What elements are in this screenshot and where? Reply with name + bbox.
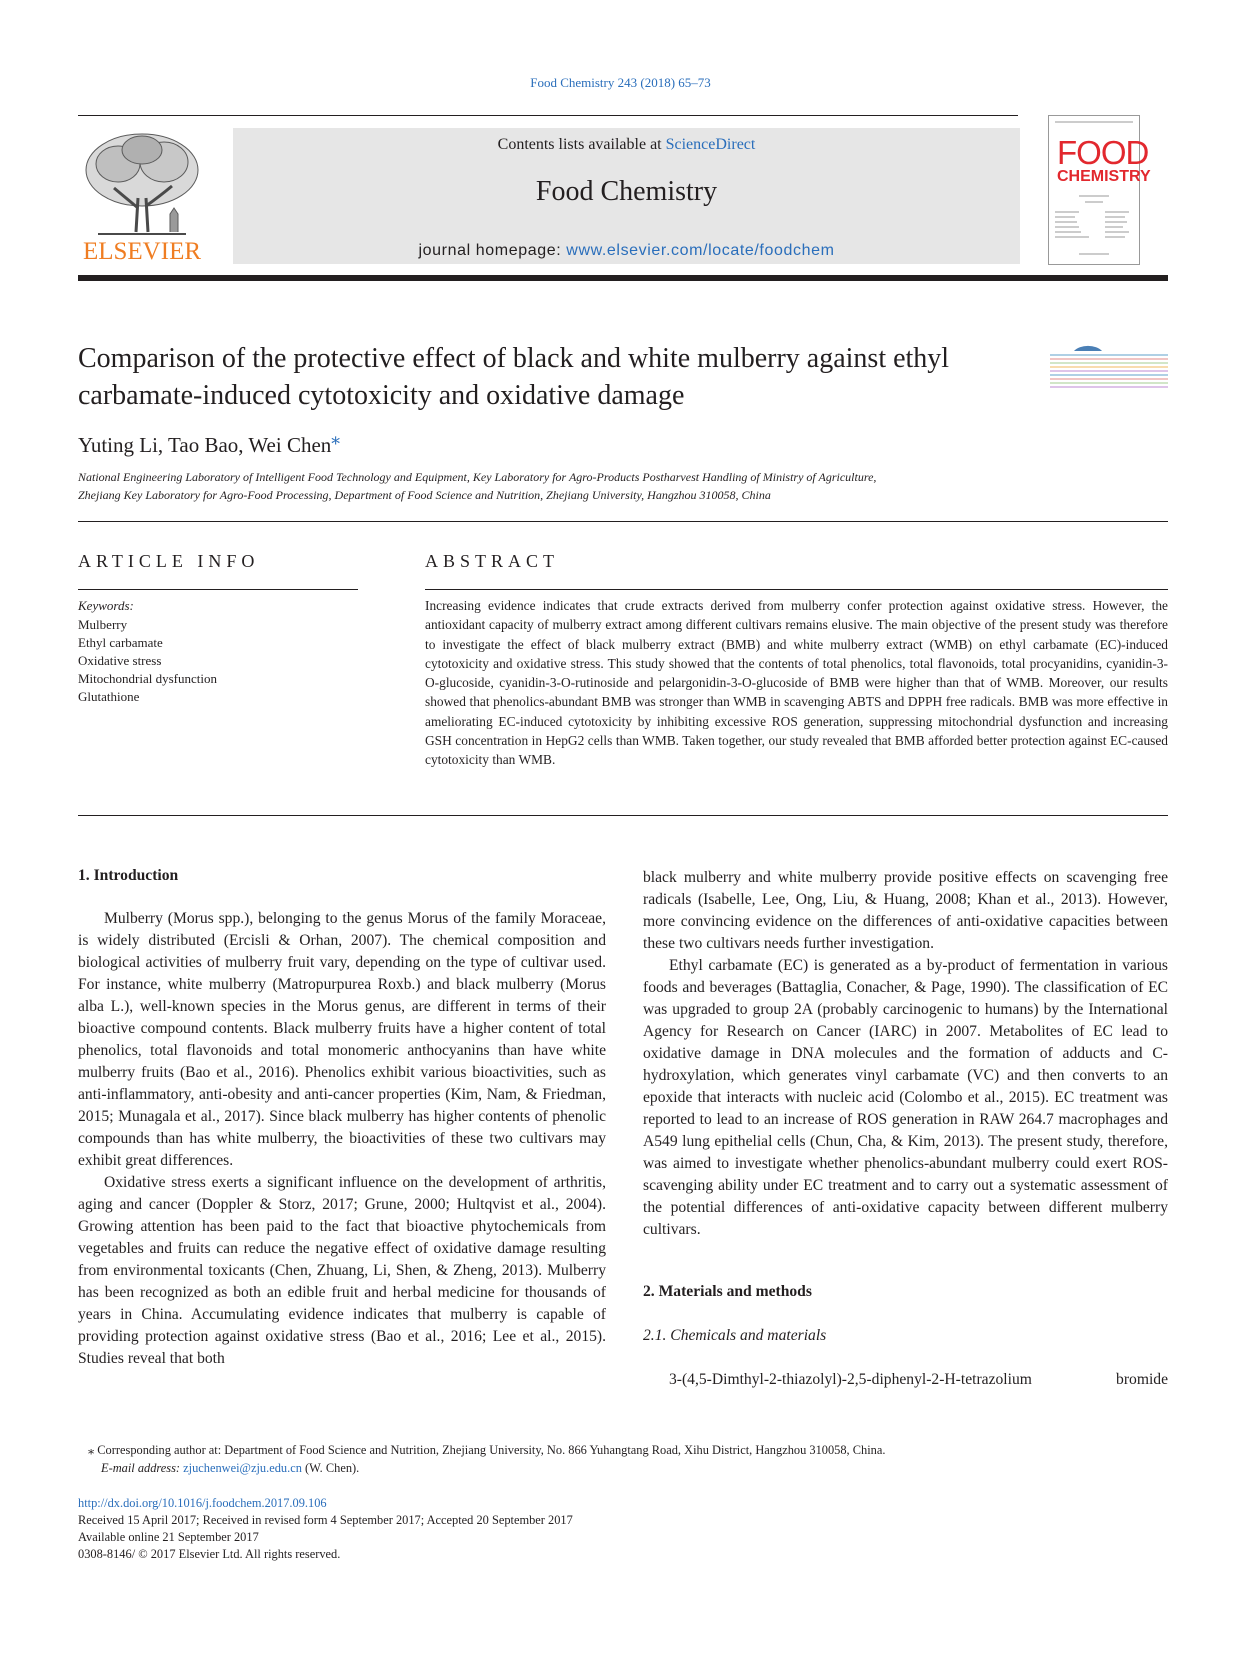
section-heading-materials: 2. Materials and methods: [643, 1283, 812, 1300]
header-thick-rule: [78, 275, 1168, 281]
article-info-heading: ARTICLE INFO: [78, 551, 260, 571]
doi-link[interactable]: http://dx.doi.org/10.1016/j.foodchem.2017.09.106: [78, 1496, 327, 1510]
elsevier-wordmark: ELSEVIER: [82, 238, 202, 265]
subsection-heading-chemicals: 2.1. Chemicals and materials: [643, 1327, 827, 1344]
article-title: Comparison of the protective effect of black and white mulberry against ethyl carbamate-induced cytotoxicity and oxidative damage: [78, 343, 950, 411]
body-paragraph: Mulberry (Morus spp.), belonging to the genus Morus of the family Moraceae, is widely distributed (Ercisli & Orhan, 2007). The chemical composition and biological activities of mulberry fruit vary, depending on the type of cultivar used. For instance, white mulberry (Matropurpurea Roxb.) and black mulberry (Morus alba L.), well-known species in the Morus genus, are different in terms of their bioactive compound contents. Black mulberry fruits have a higher content of total phenolics, total flavonoids and total monomeric anthocyanins than have white mulberry fruits (Bao et al., 2016). Phenolics exhibit various bioactivities, such as anti-inflammatory, anti-obesity and anti-cancer properties (Kim, Nam, & Friedman, 2015; Munagala et al., 2017). Since black mulberry has higher contents of phenolic compounds than has white mulberry, the bioactivities of these two cultivars may exhibit great differences.: [78, 910, 606, 1169]
chemical-name: 3-(4,5-Dimthyl-2-thiazolyl)-2,5-diphenyl-2-H-tetrazolium: [669, 1371, 1032, 1388]
abstract-heading: ABSTRACT: [425, 551, 560, 571]
affiliation: [78, 468, 1078, 504]
keywords-list: [78, 616, 217, 706]
abstract-text: Increasing evidence indicates that crude extracts derived from mulberry confer protection against oxidative stress. However, the antioxidant capacity of mulberry extract among different cultivars remains elusive. The main objective of the present study was therefore to investigate the effect of black mulberry extract (BMB) and white mulberry extract (WMB) on ethyl carbamate (EC)-induced cytotoxicity and oxidative stress. This study showed that the contents of total phenolics, total flavonoids, total procyanidins, cyanidin-3-O-glucoside, cyanidin-3-O-rutinoside and pelargonidin-3-O-glucoside of BMB were higher than that of WMB. Moreover, our results showed that phenolics-abundant BMB was stronger than WMB in scavenging ABTS and DPPH free radicals. BMB was more effective in ameliorating EC-induced cytotoxicity by inhibiting excessive ROS generation, suppressing mitochondrial dysfunction and increasing GSH concentration in HepG2 cells than WMB. Taken together, our study revealed that BMB afforded better protection against EC-caused cytotoxicity than WMB.: [425, 598, 1168, 768]
email-footnote: [101, 1461, 359, 1476]
contents-prefix: Contents lists available at: [497, 136, 666, 153]
author-list: [78, 428, 340, 458]
corresponding-author-mark[interactable]: ⁎: [331, 428, 341, 448]
journal-cover-thumbnail[interactable]: [1048, 115, 1151, 265]
check-for-updates-icon[interactable]: [1048, 345, 1170, 395]
elsevier-tree-icon: [78, 128, 206, 240]
keyword-item: Glutathione: [78, 689, 140, 704]
homepage-link[interactable]: www.elsevier.com/locate/foodchem: [566, 242, 835, 259]
sciencedirect-link[interactable]: ScienceDirect: [665, 136, 756, 153]
homepage-prefix: journal homepage:: [418, 242, 567, 259]
email-suffix: (W. Chen).: [301, 1461, 360, 1475]
body-paragraph: Ethyl carbamate (EC) is generated as a by-product of fermentation in various foods and beverages (Battaglia, Conacher, & Page, 1990). The classification of EC was upgraded to group 2A (probably carcinogenic to humans) by the International Agency for Research on Cancer (IARC) in 2007. Metabolites of EC lead to oxidative damage in DNA molecules and the formation of adducts and C-hydroxylation, which generates vinyl carbamate (VC) and then converts to an epoxide that interacts with nucleic acid (Colombo et al., 2015). EC treatment was reported to lead to an increase of ROS generation in RAW 264.7 macrophages and A549 lung epithelial cells (Chun, Cha, & Kim, 2013). The present study, therefore, was aimed to investigate whether phenolics-abundant mulberry could exert ROS-scavenging ability under EC treatment and to carry out a systematic assessment of the potential differences of anti-oxidative capacity between different mulberry cultivars.: [643, 957, 1168, 1238]
affiliation-line: Zhejiang Key Laboratory for Agro-Food Processing, Department of Food Science and Nutrition, Zhejiang University, Hangzhou 310058, China: [78, 488, 771, 502]
article-info-rule: [78, 589, 358, 590]
elsevier-logo[interactable]: [78, 128, 206, 268]
keyword-item: Oxidative stress: [78, 653, 162, 668]
affiliation-line: National Engineering Laboratory of Intelligent Food Technology and Equipment, Key Laboratory for Agro-Products Postharvest Handling of Ministry of Agriculture,: [78, 470, 877, 484]
body-column-right: [643, 867, 1168, 1241]
cover-title-chemistry: CHEMISTRY: [1057, 168, 1151, 185]
section-rule: [78, 815, 1168, 816]
contents-line: [233, 136, 1020, 154]
copyright-notice: 0308-8146/ © 2017 Elsevier Ltd. All rights reserved.: [78, 1547, 341, 1561]
received-dates: Received 15 April 2017; Received in revised form 4 September 2017; Accepted 20 September 2017: [78, 1513, 573, 1527]
journal-title: Food Chemistry: [535, 176, 718, 207]
email-label: E-mail address:: [101, 1461, 184, 1475]
keyword-item: Mitochondrial dysfunction: [78, 671, 218, 686]
header-rule: [78, 115, 1018, 116]
section-heading-introduction: 1. Introduction: [78, 867, 179, 884]
email-link[interactable]: zjuchenwei@zju.edu.cn: [183, 1461, 302, 1475]
journal-citation-link[interactable]: Food Chemistry 243 (2018) 65–73: [530, 75, 711, 90]
abstract-rule: [425, 589, 1168, 590]
body-paragraph: black mulberry and white mulberry provide positive effects on scavenging free radicals (Isabelle, Lee, Ong, Liu, & Huang, 2008; Khan et al., 2013). However, more convincing evidence on the differences of anti-oxidative capacities between these two cultivars needs further investigation.: [643, 869, 1168, 952]
section-rule: [78, 521, 1168, 522]
keywords-label: Keywords:: [78, 598, 134, 613]
authors-names: Yuting Li, Tao Bao, Wei Chen: [78, 433, 332, 457]
journal-banner: [233, 128, 1020, 264]
body-column-left: [78, 908, 606, 1370]
keyword-item: Ethyl carbamate: [78, 635, 163, 650]
cover-title-food: FOOD: [1057, 134, 1149, 171]
corresponding-author-footnote: ⁎ Corresponding author at: Department of Food Science and Nutrition, Zhejiang University, No. 866 Yuhangtang Road, Xihu District, Hangzhou 310058, China.: [88, 1443, 886, 1457]
homepage-line: [233, 242, 1020, 260]
cover-editor-lines: [1049, 116, 1139, 264]
chemical-name-end: bromide: [1116, 1371, 1168, 1388]
keyword-item: Mulberry: [78, 617, 128, 632]
body-paragraph: Oxidative stress exerts a significant influence on the development of arthritis, aging and cancer (Doppler & Storz, 2017; Grune, 2000; Hultqvist et al., 2004). Growing attention has been paid to the fact that bioactive phytochemicals from vegetables and fruits can reduce the negative effect of oxidative damage resulting from environmental toxicants (Chen, Zhuang, Li, Shen, & Zheng, 2013). Mulberry has been recognized as both an edible fruit and herbal medicine for thousands of years in China. Accumulating evidence indicates that mulberry is capable of providing protection against oxidative stress (Bao et al., 2016; Lee et al., 2015). Studies reveal that both: [78, 1174, 606, 1367]
available-online-date: Available online 21 September 2017: [78, 1530, 259, 1544]
